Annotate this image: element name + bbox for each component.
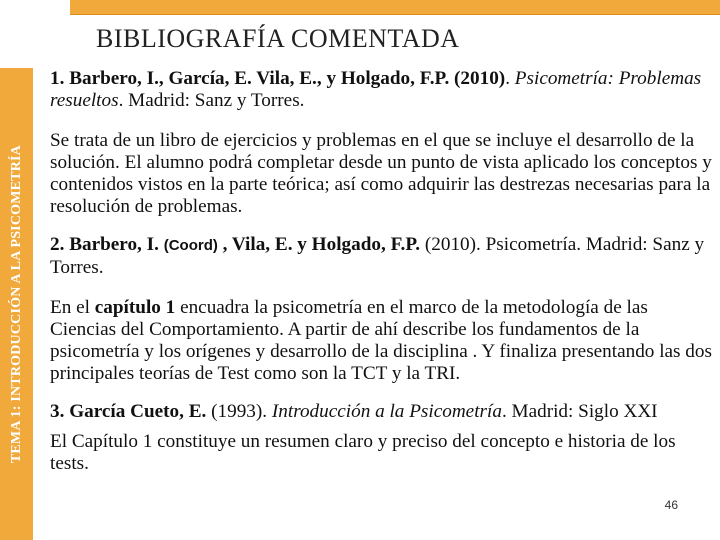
description-1: Se trata de un libro de ejercicios y problemas en el que se incluye el desarrollo de la solución. El alumno podrá completar desde un punto de vista aplicado los conceptos y contenidos vistos en la parte teórica; así como adquirir las destrezas necesarias para la resolución de problemas. — [50, 130, 712, 217]
reference-2-authors-a: 2. Barbero, I. — [50, 234, 164, 255]
description-2-bold: capítulo 1 — [94, 297, 176, 318]
reference-2-rest: (2010). Psicometría. Madrid: Sanz y Torres. — [50, 234, 705, 278]
reference-3-authors: 3. García Cueto, E. — [50, 401, 207, 422]
description-3: El Capítulo 1 constituye un resumen claro y preciso del concepto e historia de los tests. — [50, 431, 676, 474]
reference-3-rest: . Madrid: Siglo XXI — [501, 401, 658, 422]
reference-2 — [50, 234, 714, 279]
side-label: TEMA 1: INTRODUCCIÓN A LA PSICOMETRÍA — [8, 144, 24, 464]
reference-1 — [50, 68, 714, 112]
reference-1-rest: . Madrid: Sanz y Torres. — [118, 90, 305, 111]
reference-2-authors-b: , Vila, E. y Holgado, F.P. — [217, 234, 421, 255]
reference-3 — [50, 401, 714, 423]
side-label-container — [0, 68, 33, 540]
description-2-pre: En el — [50, 297, 95, 318]
reference-3-title: Introducción a la Psicometría — [271, 401, 502, 422]
description-2-post: encuadra la psicometría en el marco de la metodología de las Ciencias del Comportamiento. A partir de ahí describe los fundamentos de la psicometría y los orígenes y desarrollo de la disciplina . Y finaliza presentando las dos principales teorías de Test como son la TCT y la TRI. — [50, 297, 712, 384]
slide-title: BIBLIOGRAFÍA COMENTADA — [96, 24, 460, 53]
reference-2-coord: (Coord) — [163, 237, 218, 254]
reference-1-sep: . — [505, 68, 515, 89]
reference-1-authors: 1. Barbero, I., García, E. Vila, E., y Holgado, F.P. (2010) — [50, 68, 506, 89]
reference-3-year: (1993). — [206, 401, 272, 422]
description-2 — [50, 297, 714, 385]
top-accent-bar — [70, 0, 720, 14]
bibliography-content — [50, 68, 714, 475]
page-number: 46 — [664, 498, 678, 512]
top-accent-line — [70, 14, 720, 15]
reference-1-title: Psicometría: Problemas resueltos — [50, 68, 702, 111]
